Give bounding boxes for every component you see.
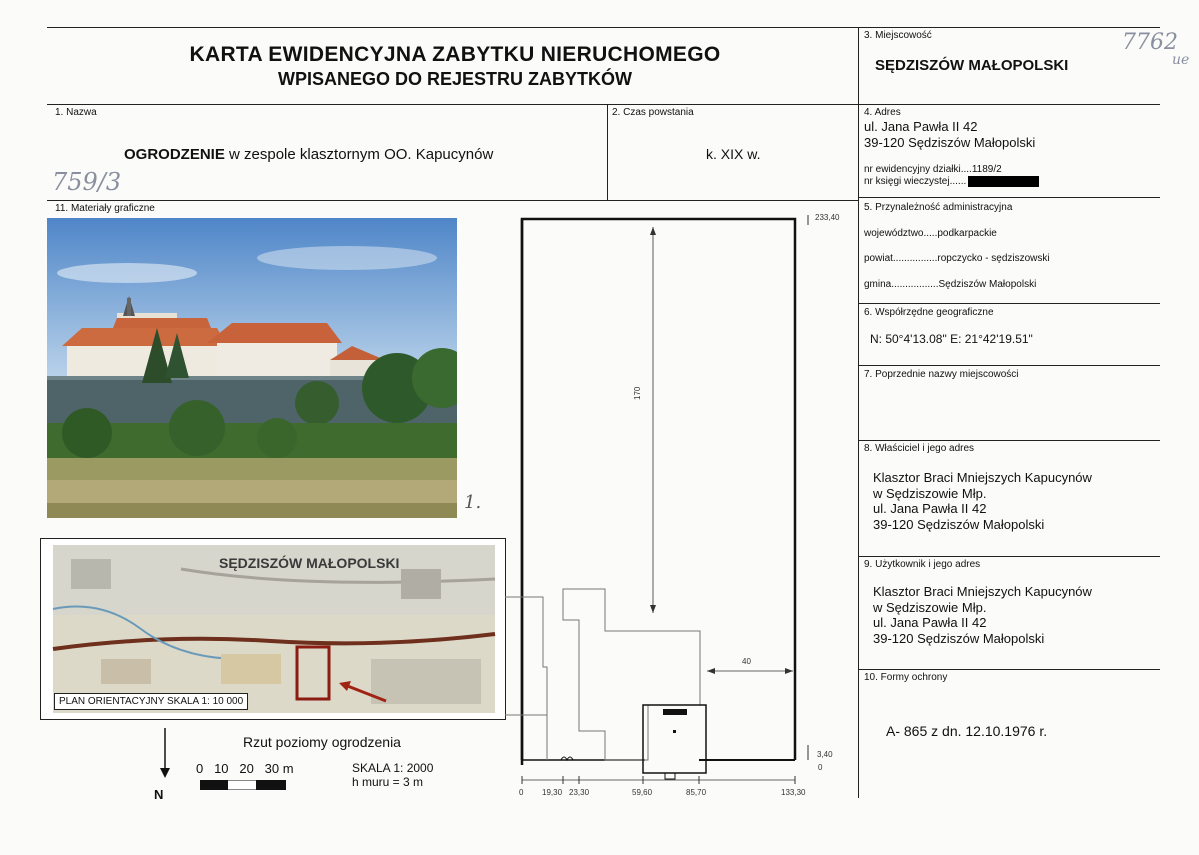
scale-bar xyxy=(200,780,286,790)
wall-plan-drawing xyxy=(505,205,855,805)
object-name xyxy=(124,146,493,163)
section4-label: 4. Adres xyxy=(864,107,901,118)
section2-label: 2. Czas powstania xyxy=(612,107,694,118)
page-subtitle: WPISANEGO DO REJESTRU ZABYTKÓW xyxy=(277,69,632,89)
addr-bottom-line xyxy=(858,197,1160,198)
object-name-rest: w zespole klasztornym OO. Kapucynów xyxy=(224,146,494,163)
plan-title: Rzut poziomy ogrodzenia xyxy=(243,734,401,750)
north-arrow-icon xyxy=(158,728,172,780)
handwritten-number: 7762 xyxy=(1122,30,1178,55)
sec8-bottom-line xyxy=(858,556,1160,557)
redaction-bar xyxy=(968,176,1039,187)
section11-label: 11. Materiały graficzne xyxy=(55,203,155,214)
section7-label: 7. Poprzednie nazwy miejscowości xyxy=(864,369,1019,380)
handwritten-register: 759/3 xyxy=(52,168,122,196)
section10-label: 10. Formy ochrony xyxy=(864,672,948,683)
wall-height: h muru = 3 m xyxy=(352,775,424,789)
user-line2: w Sędziszowie Młp. xyxy=(873,600,987,615)
voivodeship: województwo.....podkarpackie xyxy=(864,228,997,239)
user-line4: 39-120 Sędziszów Małopolski xyxy=(873,631,1045,646)
land-register xyxy=(864,176,1039,187)
section6-label: 6. Współrzędne geograficzne xyxy=(864,307,994,318)
map-caption: PLAN ORIENTACYJNY SKALA 1: 10 000 xyxy=(54,693,248,710)
x-tick-5: 133,30 xyxy=(781,788,806,797)
handwritten-suffix: ue xyxy=(1172,52,1190,68)
plan-scale: SKALA 1: 2000 xyxy=(352,761,434,775)
section5-label: 5. Przynależność administracyjna xyxy=(864,202,1013,213)
dim-right-low: 3,40 xyxy=(817,750,833,759)
sec5-bottom-line xyxy=(858,303,1160,304)
orientation-map xyxy=(40,538,506,720)
locality-value: SĘDZISZÓW MAŁOPOLSKI xyxy=(875,57,1069,74)
map-town-label: SĘDZISZÓW MAŁOPOLSKI xyxy=(219,555,400,571)
dim-top: 233,40 xyxy=(815,213,840,222)
frame-column-divider xyxy=(858,27,859,798)
sec9-bottom-line xyxy=(858,669,1160,670)
row1-bottom-line xyxy=(47,200,858,201)
commune: gmina.................Sędziszów Małopolski xyxy=(864,279,1037,290)
owner-line3: ul. Jana Pawła II 42 xyxy=(873,501,987,516)
sec7-bottom-line xyxy=(858,440,1160,441)
creation-time: k. XIX w. xyxy=(706,146,761,162)
section1-label: 1. Nazwa xyxy=(55,107,97,118)
county: powiat................ropczycko - sędziszowski xyxy=(864,253,1050,264)
x-tick-3: 59,60 xyxy=(632,788,653,797)
coordinates: N: 50°4'13.08" E: 21°42'19.51" xyxy=(870,332,1033,346)
x-tick-1: 19,30 xyxy=(542,788,563,797)
object-name-bold: OGRODZENIE xyxy=(124,146,225,163)
section3-label: 3. Miejscowość xyxy=(864,30,932,41)
dim-height: 170 xyxy=(633,386,642,400)
x-tick-2: 23,30 xyxy=(569,788,590,797)
photo-number: 1. xyxy=(464,492,482,513)
header-bottom-line xyxy=(47,104,1160,105)
dim-right-zero: 0 xyxy=(818,763,823,772)
monastery-photo xyxy=(47,218,457,518)
frame-top-line xyxy=(47,27,1160,28)
owner-line1: Klasztor Braci Mniejszych Kapucynów xyxy=(873,470,1092,485)
address-line1: ul. Jana Pawła II 42 xyxy=(864,119,978,134)
dim-width: 40 xyxy=(742,657,751,666)
address-line2: 39-120 Sędziszów Małopolski xyxy=(864,135,1036,150)
section9-label: 9. Użytkownik i jego adres xyxy=(864,559,981,570)
x-tick-4: 85,70 xyxy=(686,788,707,797)
parcel-number: nr ewidencyjny działki....1189/2 xyxy=(864,164,1002,175)
user-line3: ul. Jana Pawła II 42 xyxy=(873,615,987,630)
user-line1: Klasztor Braci Mniejszych Kapucynów xyxy=(873,584,1092,599)
page-title: KARTA EWIDENCYJNA ZABYTKU NIERUCHOMEGO xyxy=(189,43,721,66)
section8-label: 8. Właściciel i jego adres xyxy=(864,443,975,454)
land-register-label: nr księgi wieczystej...... xyxy=(864,176,967,188)
owner-line2: w Sędziszowie Młp. xyxy=(873,486,987,501)
x-tick-0: 0 xyxy=(519,788,524,797)
owner-line4: 39-120 Sędziszów Małopolski xyxy=(873,517,1045,532)
scale-bar-numbers: 0 10 20 30 m xyxy=(196,761,294,776)
sec6-bottom-line xyxy=(858,365,1160,366)
north-label: N xyxy=(154,787,164,802)
name-time-divider xyxy=(607,104,608,200)
protection-form: A- 865 z dn. 12.10.1976 r. xyxy=(886,723,1048,739)
